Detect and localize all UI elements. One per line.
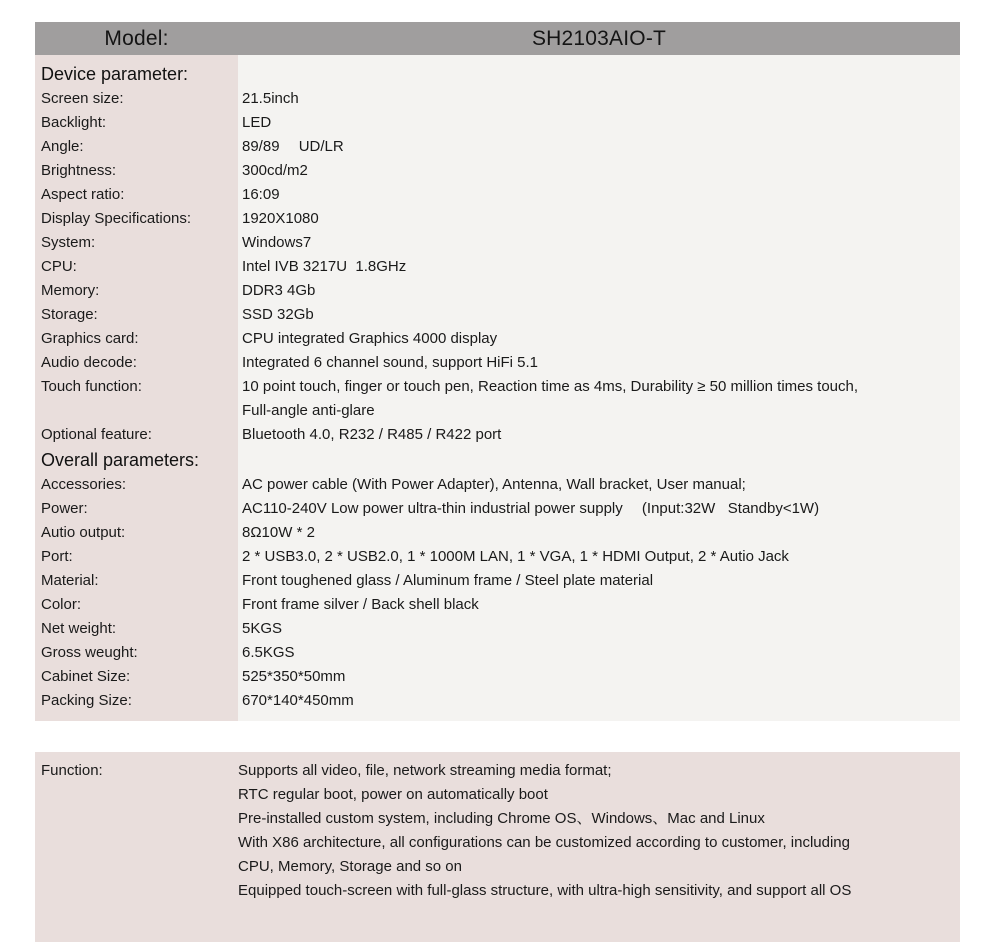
row-value-touch-function-line1: 10 point touch, finger or touch pen, Reaction time as 4ms, Durability ≥ 50 million times touch, bbox=[242, 378, 859, 395]
row-value-graphics-card: CPU integrated Graphics 4000 display bbox=[242, 330, 498, 347]
row-label-packing-size: Packing Size: bbox=[41, 692, 132, 709]
function-line: RTC regular boot, power on automatically boot bbox=[238, 786, 548, 803]
row-label-backlight: Backlight: bbox=[41, 114, 107, 131]
function-line: Equipped touch-screen with full-glass structure, with ultra-high sensitivity, and support all OS bbox=[238, 882, 852, 899]
row-value-net-weight: 5KGS bbox=[242, 620, 283, 637]
row-label-material: Material: bbox=[41, 572, 99, 589]
row-value-color: Front frame silver / Back shell black bbox=[242, 596, 479, 613]
function-line: Pre-installed custom system, including Chrome OS、Windows、Mac and Linux bbox=[238, 810, 765, 827]
row-value-packing-size: 670*140*450mm bbox=[242, 692, 354, 709]
function-line: Supports all video, file, network streaming media format; bbox=[238, 762, 612, 779]
row-value-storage: SSD 32Gb bbox=[242, 306, 314, 323]
row-label-graphics-card: Graphics card: bbox=[41, 330, 139, 347]
row-label-gross-weught: Gross weught: bbox=[41, 644, 138, 661]
function-line: With X86 architecture, all configurations can be customized according to customer, including bbox=[238, 834, 850, 851]
table-body bbox=[35, 55, 960, 721]
row-value-port: 2 * USB3.0, 2 * USB2.0, 1 * 1000M LAN, 1 * VGA, 1 * HDMI Output, 2 * Autio Jack bbox=[242, 548, 789, 565]
row-label-color: Color: bbox=[41, 596, 82, 613]
label-column bbox=[35, 55, 238, 721]
row-value-material: Front toughened glass / Aluminum frame / Steel plate material bbox=[242, 572, 654, 589]
function-label: Function: bbox=[41, 762, 103, 779]
row-value-cabinet-size: 525*350*50mm bbox=[242, 668, 346, 685]
row-value-accessories: AC power cable (With Power Adapter), Antenna, Wall bracket, User manual; bbox=[242, 476, 746, 493]
row-label-power: Power: bbox=[41, 500, 88, 517]
row-value-backlight: LED bbox=[242, 114, 272, 131]
row-label-aspect-ratio: Aspect ratio: bbox=[41, 186, 125, 203]
row-label-net-weight: Net weight: bbox=[41, 620, 117, 637]
row-label-cpu: CPU: bbox=[41, 258, 77, 275]
model-value: SH2103AIO-T bbox=[531, 26, 667, 50]
row-label-cabinet-size: Cabinet Size: bbox=[41, 668, 131, 685]
row-label-angle: Angle: bbox=[41, 138, 84, 155]
table-header-row bbox=[35, 22, 960, 55]
row-value-aspect-ratio: 16:09 bbox=[242, 186, 280, 203]
row-label-display-specifications: Display Specifications: bbox=[41, 210, 192, 227]
row-label-screen-size: Screen size: bbox=[41, 90, 124, 107]
function-line: CPU, Memory, Storage and so on bbox=[238, 858, 462, 875]
row-value-cpu: Intel IVB 3217U 1.8GHz bbox=[242, 258, 407, 275]
row-label-autio-output: Autio output: bbox=[41, 524, 126, 541]
section-title-device: Device parameter: bbox=[41, 64, 189, 84]
function-block bbox=[35, 752, 960, 942]
row-value-brightness: 300cd/m2 bbox=[242, 162, 308, 179]
row-label-touch-function: Touch function: bbox=[41, 378, 142, 395]
row-value-optional-feature: Bluetooth 4.0, R232 / R485 / R422 port bbox=[242, 426, 502, 443]
function-inner bbox=[35, 752, 960, 903]
row-label-system: System: bbox=[41, 234, 96, 251]
row-value-system: Windows7 bbox=[242, 234, 312, 251]
row-label-memory: Memory: bbox=[41, 282, 100, 299]
row-label-optional-feature: Optional feature: bbox=[41, 426, 152, 443]
spec-table bbox=[35, 22, 960, 721]
row-label-storage: Storage: bbox=[41, 306, 98, 323]
section-title-overall: Overall parameters: bbox=[41, 450, 200, 470]
row-label-brightness: Brightness: bbox=[41, 162, 117, 179]
row-label-accessories: Accessories: bbox=[41, 476, 127, 493]
function-lines bbox=[238, 759, 960, 903]
row-value-display-specifications: 1920X1080 bbox=[242, 210, 319, 227]
row-value-screen-size: 21.5inch bbox=[242, 90, 299, 107]
row-value-autio-output: 8Ω10W * 2 bbox=[242, 524, 315, 541]
row-value-angle: 89/89 UD/LR bbox=[242, 138, 344, 155]
row-value-touch-function-line2: Full-angle anti-glare bbox=[242, 402, 375, 419]
row-label-port: Port: bbox=[41, 548, 73, 565]
model-label: Model: bbox=[104, 26, 169, 50]
row-value-gross-weught: 6.5KGS bbox=[242, 644, 295, 661]
row-value-section-device bbox=[242, 61, 960, 87]
value-column bbox=[238, 55, 960, 721]
row-value-power: AC110-240V Low power ultra-thin industrial power supply (Input:32W Standby<1W) bbox=[242, 500, 820, 517]
row-value-section-overall bbox=[242, 447, 960, 473]
row-value-memory: DDR3 4Gb bbox=[242, 282, 316, 299]
row-value-audio-decode: Integrated 6 channel sound, support HiFi 5.1 bbox=[242, 354, 539, 371]
row-label-audio-decode: Audio decode: bbox=[41, 354, 137, 371]
